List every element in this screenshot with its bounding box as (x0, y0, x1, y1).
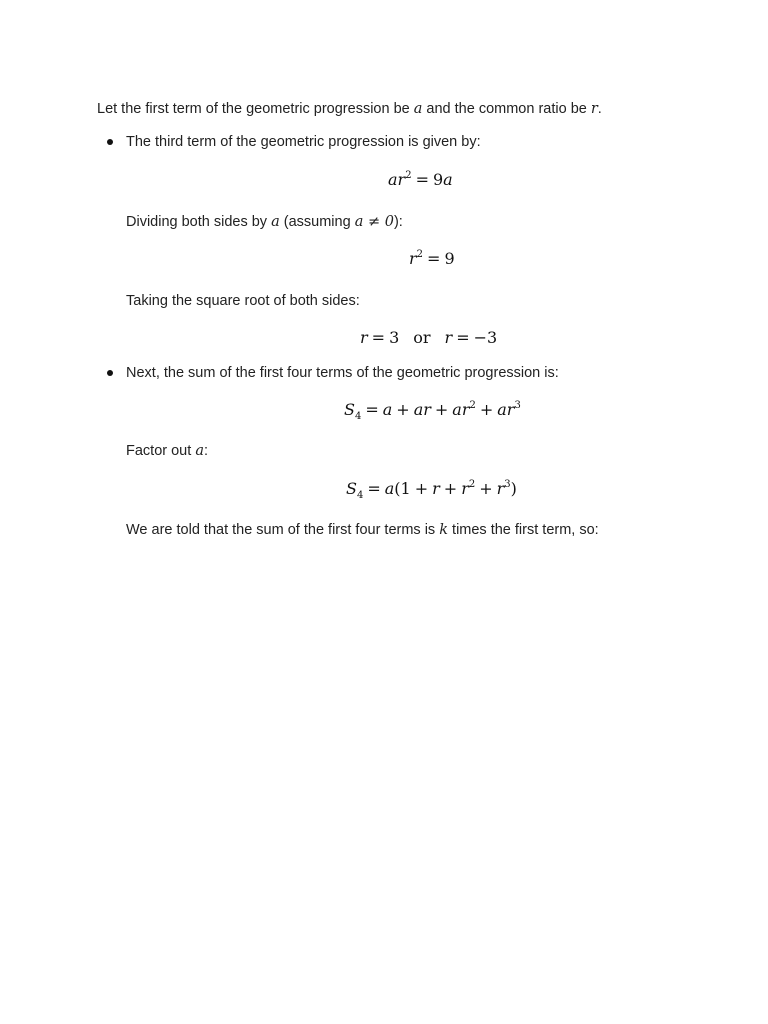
bullet1-text: The third term of the geometric progression is given by: (126, 134, 481, 150)
told-paragraph (126, 521, 599, 539)
sqrt-paragraph: Taking the square root of both sides: (126, 293, 360, 309)
equation-r-squared: $r^2 = 9$ (409, 249, 455, 268)
told-text-1: We are told that the sum of the first four terms is (126, 522, 440, 538)
dividing-var-a: a (271, 214, 280, 230)
intro-var-r: r (590, 101, 598, 117)
equation-sum-factored: $S_4 = a(1 + r + r^2 + r^3)$ (346, 479, 517, 501)
intro-text-3: . (597, 101, 602, 117)
factor-var-a: a (195, 443, 204, 459)
factor-paragraph (126, 442, 208, 460)
dividing-text-1: Dividing both sides by (126, 214, 272, 230)
equation-third-term: $ar^2 = 9a$ (388, 170, 453, 189)
dividing-text-3: ): (393, 214, 403, 230)
intro-var-a: a (413, 101, 423, 117)
intro-text-1: Let the first term of the geometric progression be (97, 101, 414, 117)
intro-text-2: and the common ratio be (422, 101, 591, 117)
told-text-2: times the first term, so: (448, 522, 599, 538)
intro-paragraph (97, 100, 602, 118)
bullet-dot-1 (107, 139, 113, 145)
equation-r-values: r = 3 or r = −3 (360, 328, 498, 347)
dividing-paragraph (126, 213, 403, 231)
equation-sum-expanded: $S_4 = a$ + ar + $ar^2 + ar^3$ (344, 400, 521, 422)
dividing-text-2: (assuming (279, 214, 355, 230)
told-var-k: k (439, 522, 449, 538)
factor-text-1: Factor out (126, 443, 196, 459)
factor-text-2: : (203, 443, 208, 459)
bullet2-text: Next, the sum of the first four terms of the geometric progression is: (126, 365, 559, 381)
bullet-dot-2 (107, 370, 113, 376)
dividing-condition: a ≠ 0 (354, 214, 394, 230)
or-word: or (413, 328, 431, 347)
